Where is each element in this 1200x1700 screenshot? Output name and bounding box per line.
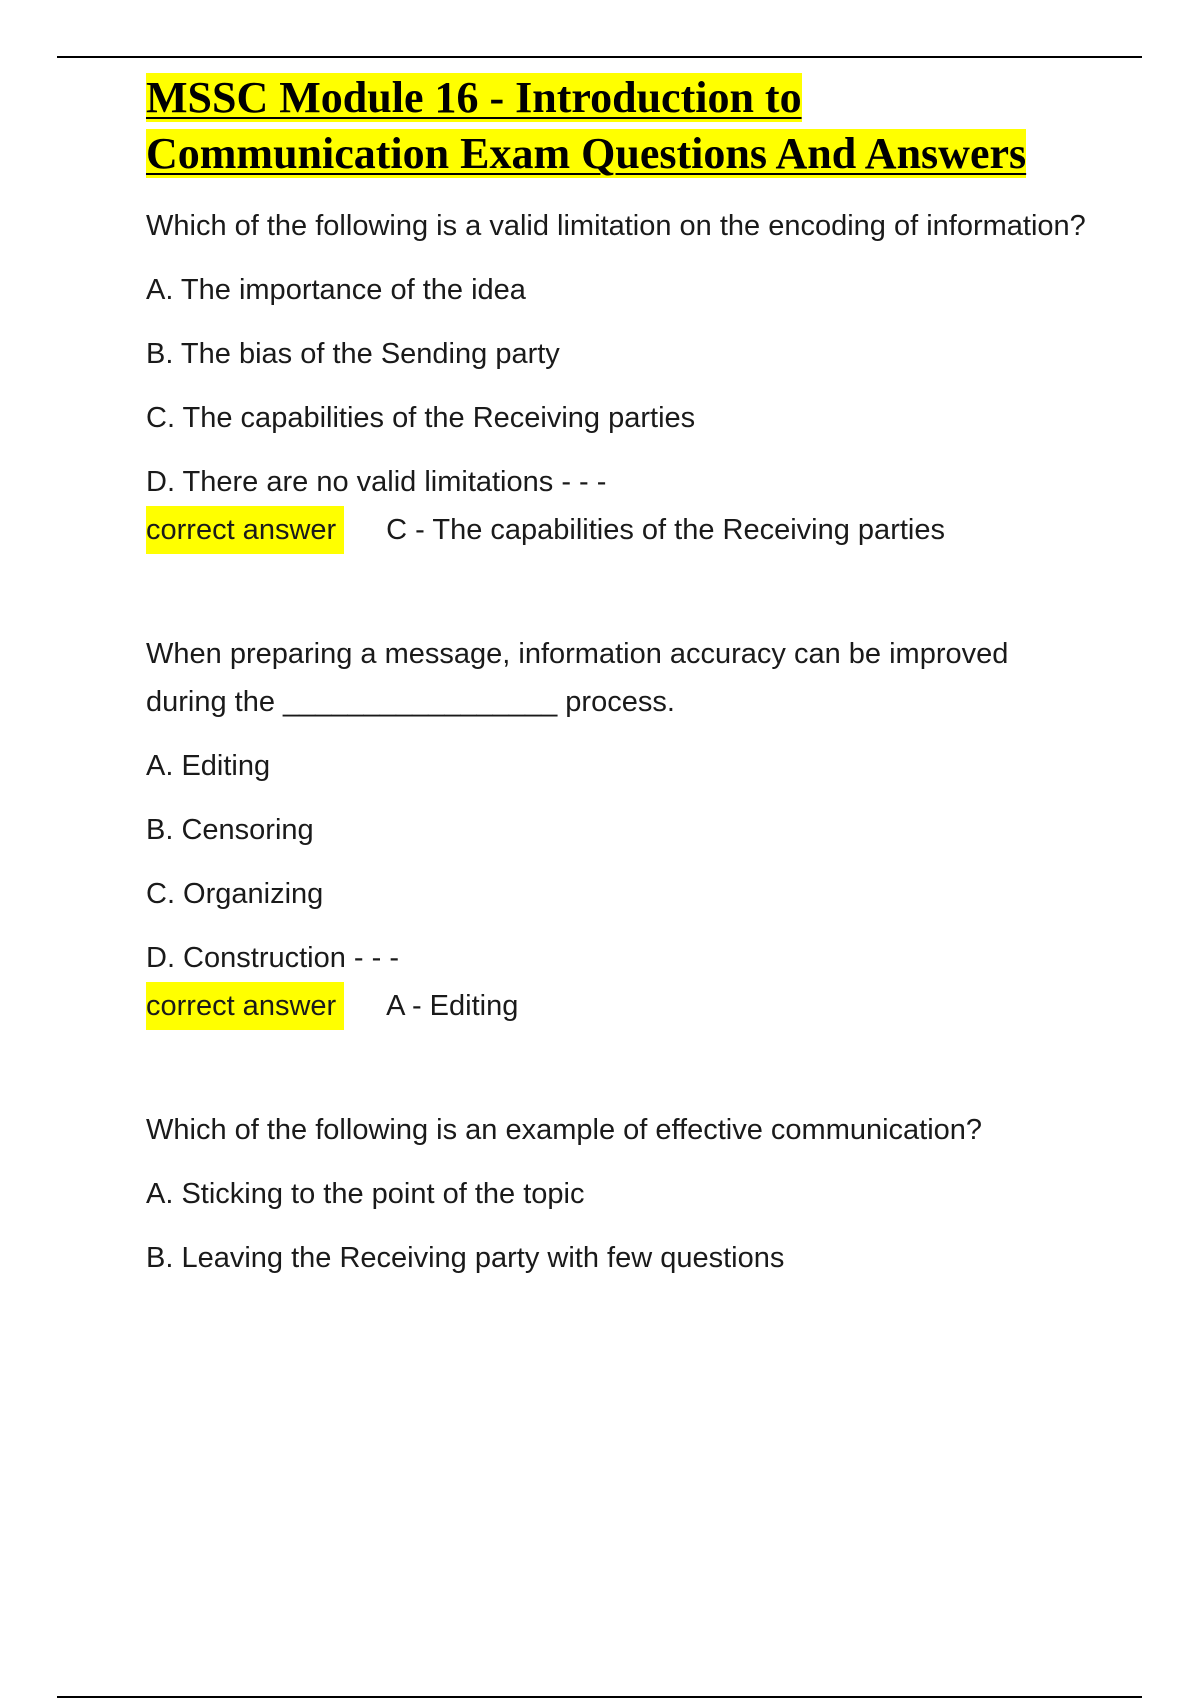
top-rule [57, 56, 1142, 58]
option-b: B. Censoring [146, 814, 314, 846]
option-b: B. The bias of the Sending party [146, 338, 560, 370]
document-body [146, 70, 1096, 1298]
correct-answer-text: A - Editing [386, 990, 519, 1022]
option-a: A. Sticking to the point of the topic [146, 1178, 585, 1210]
option-c: C. Organizing [146, 878, 324, 910]
correct-answer-label: correct answer [146, 506, 344, 554]
document-title [146, 70, 1096, 182]
question-text: Which of the following is an example of effective communication? [146, 1114, 983, 1146]
answer-row [146, 506, 1096, 554]
section-spacer [146, 1030, 1096, 1106]
option-a: A. The importance of the idea [146, 274, 526, 306]
question-block-1 [146, 202, 1096, 554]
option-d: D. There are no valid limitations - - - [146, 466, 607, 498]
question-text: Which of the following is a valid limitation on the encoding of information? [146, 210, 1086, 242]
correct-answer-text: C - The capabilities of the Receiving parties [386, 514, 945, 546]
bottom-rule [57, 1696, 1142, 1698]
option-d: D. Construction - - - [146, 942, 399, 974]
option-c: C. The capabilities of the Receiving parties [146, 402, 696, 434]
option-a: A. Editing [146, 750, 271, 782]
question-text: When preparing a message, information accuracy can be improved during the _________________ process. [146, 638, 1009, 718]
option-b: B. Leaving the Receiving party with few questions [146, 1242, 785, 1274]
section-spacer [146, 554, 1096, 630]
answer-row [146, 982, 1096, 1030]
question-block-3 [146, 1106, 1096, 1282]
correct-answer-label: correct answer [146, 982, 344, 1030]
question-block-2 [146, 630, 1096, 1030]
document-title-text: MSSC Module 16 - Introduction to Communication Exam Questions And Answers [146, 73, 1027, 178]
